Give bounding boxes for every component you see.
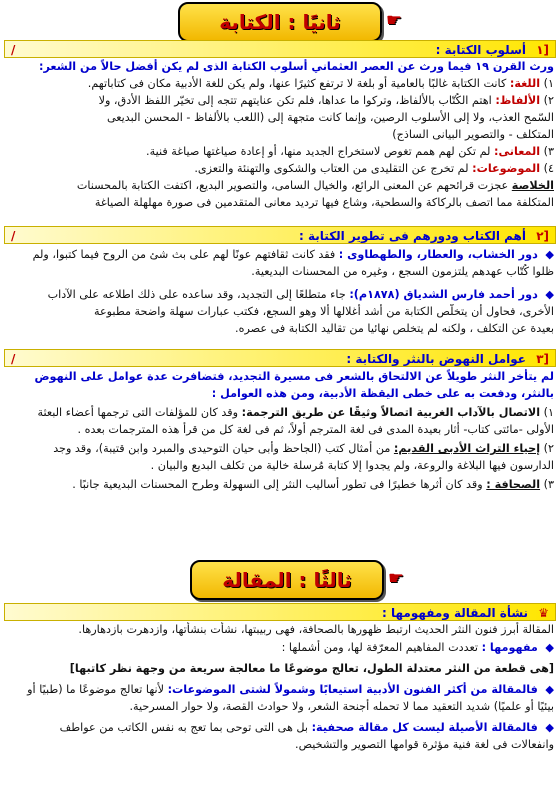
- point-language: [8, 76, 554, 92]
- section-title-text: ثانيًا : الكتابة: [219, 10, 341, 34]
- intro-line: ورث القرن ١٩ فيما ورث عن العصر العثماني أسلوب الكتابة الذى لم يكن أفضل حالاً من الشعر:: [38, 60, 554, 73]
- point-number: ٣): [543, 478, 554, 491]
- section-title-writing: [178, 2, 402, 42]
- point-words-line1: [8, 93, 554, 109]
- point-text: وقد كان للمؤلفات التى ترجمها أعضاء البعثة: [37, 406, 239, 419]
- section-bar-article-origin: [4, 603, 556, 621]
- point-text: من أمثال كتب (الجاحظ وأبى حيان التوحيدى والمبرد وابن قتيبة)، وقد وجد: [53, 442, 391, 455]
- section-number: [١: [536, 43, 549, 57]
- section-bar-writers: [4, 226, 556, 244]
- slash-decoration: /: [11, 43, 16, 57]
- point-number: ٢): [543, 94, 554, 107]
- point-text: وقد كان أثرها خطيرًا فى تطور أساليب النثر إلى السهولة وطرح المحسنات البديعية جانبًا .: [72, 478, 483, 491]
- summary-line1: [8, 178, 554, 194]
- diamond-bullet-icon: ◆: [545, 288, 554, 301]
- diamond-bullet-icon: ◆: [545, 641, 554, 654]
- point-label: إحياء التراث الأدبى القديم:: [393, 442, 541, 455]
- point-label: فالمقالة الأصيلة ليست كل مقالة صحفية:: [311, 721, 538, 734]
- point-label: الألفاظ:: [495, 94, 541, 107]
- point-text: لأنها تعالج موضوعًا ما (طبيًا أو: [27, 683, 164, 696]
- article-intro: المقالة أبرز فنون النثر الحديث ارتبط ظهورها بالصحافة، فهى ربيبتها، نشأت بنشأتها، وازدهرت بازدهارها.: [78, 623, 554, 636]
- point-meanings: [8, 144, 554, 160]
- point-number: ٢): [543, 442, 554, 455]
- section-bar-factors: [4, 349, 556, 367]
- point-label: اللغة:: [509, 77, 541, 90]
- factor1-line1: [8, 405, 554, 421]
- point-text: فقد كانت ثقافتهم عونًا لهم على بث شئ من الروح فيما كتبوا، ولم: [32, 248, 336, 261]
- summary-line2: المتكلفة مما اتصف بالركاكة والسطحية، وشاع فيها ترديد معانى المتقدمين فى صورة مهلهلة الصياغة: [94, 196, 554, 209]
- article-c1-line2: بيئيًا أو علميًا) شديد التعقيد مما لا تحمله أجنحة الشعر، ولا حوادث القصة، ولا حوار المسرحية.: [129, 700, 554, 713]
- point-topics: [8, 161, 554, 177]
- article-c2-line2: وانفعالات فى لغة فنية مؤثرة قوامها التصوير والتشخيص.: [295, 738, 554, 751]
- point-text: اهتم الكُتّاب بالألفاظ، وتركوا ما عداها، فلم تكن عنايتهم تتجه إلى تخيّر اللفظ الأدق، ولا: [98, 94, 492, 107]
- point-label: الاتصال بالآداب الغربية اتصالاً وثيقًا عن طريق الترجمة:: [241, 406, 541, 419]
- section-number: [٢: [536, 229, 549, 243]
- article-definition: [هى قطعة من النثر معتدلة الطول، تعالج موضوعًا ما معالجة سريعة من وجهة نظر كاتبها]: [69, 662, 554, 675]
- factor2-line1: [8, 441, 554, 457]
- point-text: كانت الكتابة غالبًا بالعامية أو بلغة لا ترتفع كثيرًا عنها، ولم يكن للغة الأدبية مكان فى كتاباتهم.: [87, 77, 507, 90]
- section-title-text: ثالثًا : المقالة: [222, 568, 352, 592]
- point-text: بل هى التى توحى بما تعج به نفس الكاتب من عواطف: [59, 721, 309, 734]
- diamond-bullet-icon: ◆: [545, 721, 554, 734]
- point-text: جاء متطلعًا إلى التجديد، وقد ساعده على ذلك اطلاعه على الآداب: [47, 288, 346, 301]
- point-number: ٣): [543, 145, 554, 158]
- writers-point1-line1: [8, 247, 554, 263]
- article-concept: [8, 640, 554, 656]
- point-words-line2: السّمح العذب، ولا إلى الأسلوب الرصين، وإنما كانت متجهة إلى (اللعب بالألفاظ - المحسن البديعى: [106, 111, 554, 124]
- writers-point2-line2: الأخرى، فحاول أن يتخلّص الكتابة من أشد أغلالها ألا وهو السجع، فكتب عبارات سهلة واضحة مطبوعة: [93, 305, 554, 318]
- hand-icon: ☛: [387, 568, 404, 589]
- point-number: ١): [543, 77, 554, 90]
- section-heading: عوامل النهوض بالنثر والكتابة :: [346, 352, 526, 366]
- point-text: لم تكن لهم همم تغوص لاستخراج الجديد منها، أو إعادة صياغتها صياغة فنية.: [146, 145, 491, 158]
- diamond-bullet-icon: ◆: [545, 683, 554, 696]
- diamond-bullet-icon: ◆: [545, 248, 554, 261]
- article-c1-line1: [8, 682, 554, 698]
- point-text: لم تخرج عن التقليدى من العتاب والشكوى والتهنئة والتعزى.: [194, 162, 469, 175]
- factor2-line2: الدارسون فيها البلاغة والروعة، ولم يجدوا إلا كتابة مُرسلة خالية من تكلف البديع والبيان .: [150, 459, 554, 472]
- writers-point2-line3: بعيدة عن التكلف ، ولكنه لم يتخلص نهائيا من تقاليد الكتابة فى عصره.: [235, 322, 554, 335]
- section-heading: نشأة المقالة ومفهومها :: [381, 606, 529, 620]
- point-words-line3: المتكلف - والتصوير البيانى الساذج): [392, 128, 554, 141]
- section-title-article: [190, 560, 404, 600]
- section-heading: أسلوب الكتابة :: [435, 43, 526, 57]
- factors-intro-line2: بالنثر، ودفعت به على خطى اليقظة الأدبية، ومن هذه العوامل :: [211, 387, 554, 400]
- trophy-icon: ♛: [538, 606, 549, 620]
- section-number: [٣: [536, 352, 549, 366]
- writers-point2-line1: [8, 287, 554, 303]
- point-label: المعانى:: [494, 145, 541, 158]
- slash-decoration: /: [11, 352, 16, 366]
- point-label: فالمقالة من أكثر الفنون الأدبية استيعابًا وشمولاً لشتى الموضوعات:: [167, 683, 538, 696]
- point-label: مفهومها :: [481, 641, 538, 654]
- summary-text: عجزت قرائحهم عن المعنى الرائع، والخيال السامى، والتصوير البديع، اكتفت الكتابة بالمحسنات: [76, 179, 509, 192]
- hand-icon: ☛: [385, 10, 402, 31]
- section-heading: أهم الكتاب ودورهم فى تطوير الكتابة :: [299, 229, 526, 243]
- point-text: تعددت المفاهيم المعرّفة لها، ومن أشملها :: [281, 641, 478, 654]
- slash-decoration: /: [11, 229, 16, 243]
- section-bar-style: [4, 40, 556, 58]
- writers-point1-line2: ظلوا كُتّاب عهدهم يلتزمون السجع ، وغيره من المحسنات البديعية.: [251, 265, 554, 278]
- factors-intro-line1: لم يتأخر النثر طويلاً عن الالتحاق بالشعر فى مسيرة التجديد، فتضافرت عدة عوامل على النهوض: [34, 370, 554, 383]
- point-number: ١): [543, 406, 554, 419]
- summary-label: الخلاصة: [511, 179, 554, 192]
- factor3: [8, 477, 554, 493]
- point-label: دور الخشاب، والعطار، والطهطاوى :: [338, 248, 538, 261]
- point-number: ٤): [543, 162, 554, 175]
- point-label: دور أحمد فارس الشدياق (١٨٧٨م):: [349, 288, 538, 301]
- point-label: الصحافة :: [486, 478, 541, 491]
- point-label: الموضوعات:: [472, 162, 541, 175]
- article-c2-line1: [8, 720, 554, 736]
- factor1-line2: الأولى -مائتى كتاب- أثار بعيدة المدى فى لغة المترجم أولاً، ثم فى لغة كل من قرأ هذه المترجمات بعده .: [77, 423, 554, 436]
